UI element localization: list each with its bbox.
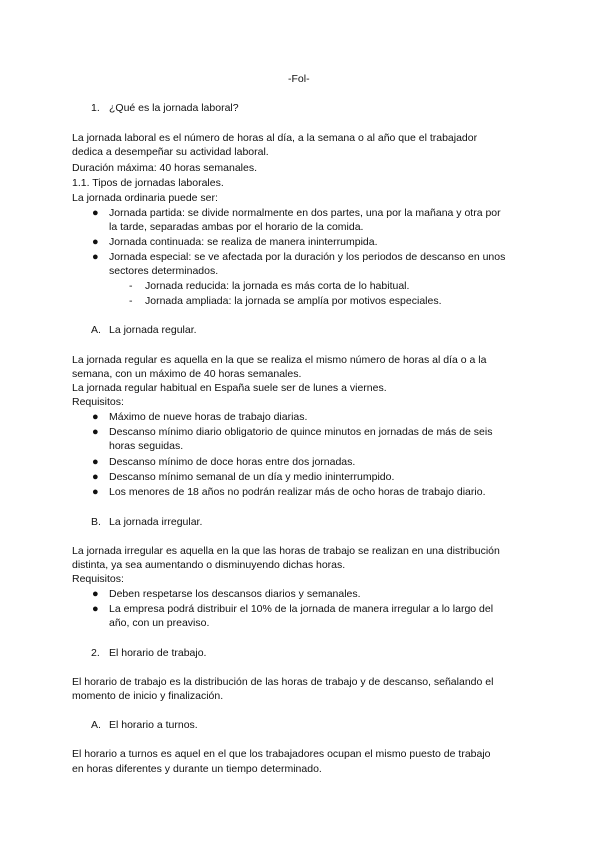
dash-icon: - [129,295,133,307]
list-item: la tarde, separadas ambas por el horario de la comida. [109,221,364,233]
sub-list-item: Jornada reducida: la jornada es más corta de lo habitual. [145,280,410,292]
list-item: Jornada especial: se ve afectada por la duración y los periodos de descanso en unos [109,251,506,263]
paragraph-line: La jornada irregular es aquella en la que las horas de trabajo se realizan en una distribución [72,545,500,557]
list-item: La empresa podrá distribuir el 10% de la jornada de manera irregular a lo largo del [109,603,494,615]
paragraph-line: en horas diferentes y durante un tiempo determinado. [72,763,322,775]
paragraph-line: La jornada ordinaria puede ser: [72,192,218,204]
bullet-icon: ● [92,588,99,600]
list-item: Descanso mínimo semanal de un día y medio ininterrumpido. [109,471,395,483]
paragraph-line: Duración máxima: 40 horas semanales. [72,162,258,174]
bullet-icon: ● [92,486,99,498]
list-item: sectores determinados. [109,265,219,277]
bullet-icon: ● [92,411,99,423]
sub-list-item: Jornada ampliada: la jornada se amplía por motivos especiales. [145,295,442,307]
requirements-label: Requisitos: [72,396,124,408]
list-item: Jornada continuada: se realiza de manera ininterrumpida. [109,236,378,248]
section-letter: A. [91,324,101,336]
section-heading: ¿Qué es la jornada laboral? [109,102,239,114]
list-item: año, con un preaviso. [109,617,210,629]
paragraph-line: La jornada regular habitual en España suele ser de lunes a viernes. [72,382,387,394]
paragraph-line: La jornada regular es aquella en la que se realiza el mismo número de horas al día o a la [72,354,487,366]
list-item: Jornada partida: se divide normalmente en dos partes, una por la mañana y otra por [109,207,501,219]
paragraph-line: El horario a turnos es aquel en el que los trabajadores ocupan el mismo puesto de trabajo [72,748,491,760]
list-item: Máximo de nueve horas de trabajo diarias. [109,411,308,423]
section-heading: El horario de trabajo. [109,647,207,659]
paragraph-line: momento de inicio y finalización. [72,690,224,702]
section-letter: A. [91,719,101,731]
section-letter: B. [91,516,101,528]
paragraph-line: El horario de trabajo es la distribución de las horas de trabajo y de descanso, señalando el [72,676,494,688]
page-header-title: -Fol- [288,73,310,85]
section-number: 2. [91,647,100,659]
section-heading: La jornada irregular. [109,516,203,528]
paragraph-line: distinta, ya sea aumentando o disminuyendo dichas horas. [72,559,346,571]
list-item: horas seguidas. [109,440,184,452]
list-item: Los menores de 18 años no podrán realizar más de ocho horas de trabajo diario. [109,486,486,498]
bullet-icon: ● [92,603,99,615]
bullet-icon: ● [92,426,99,438]
bullet-icon: ● [92,207,99,219]
bullet-icon: ● [92,236,99,248]
section-heading: La jornada regular. [109,324,197,336]
paragraph-line: semana, con un máximo de 40 horas semanales. [72,368,302,380]
paragraph-line: La jornada laboral es el número de horas al día, a la semana o al año que el trabajador [72,132,478,144]
section-heading: El horario a turnos. [109,719,198,731]
requirements-label: Requisitos: [72,573,124,585]
list-item: Deben respetarse los descansos diarios y semanales. [109,588,361,600]
paragraph-line: dedica a desempeñar su actividad laboral. [72,146,269,158]
list-item: Descanso mínimo de doce horas entre dos jornadas. [109,456,356,468]
section-number: 1. [91,102,100,114]
bullet-icon: ● [92,471,99,483]
list-item: Descanso mínimo diario obligatorio de quince minutos en jornadas de más de seis [109,426,493,438]
subsection-heading: 1.1. Tipos de jornadas laborales. [72,177,224,189]
bullet-icon: ● [92,456,99,468]
dash-icon: - [129,280,133,292]
bullet-icon: ● [92,251,99,263]
